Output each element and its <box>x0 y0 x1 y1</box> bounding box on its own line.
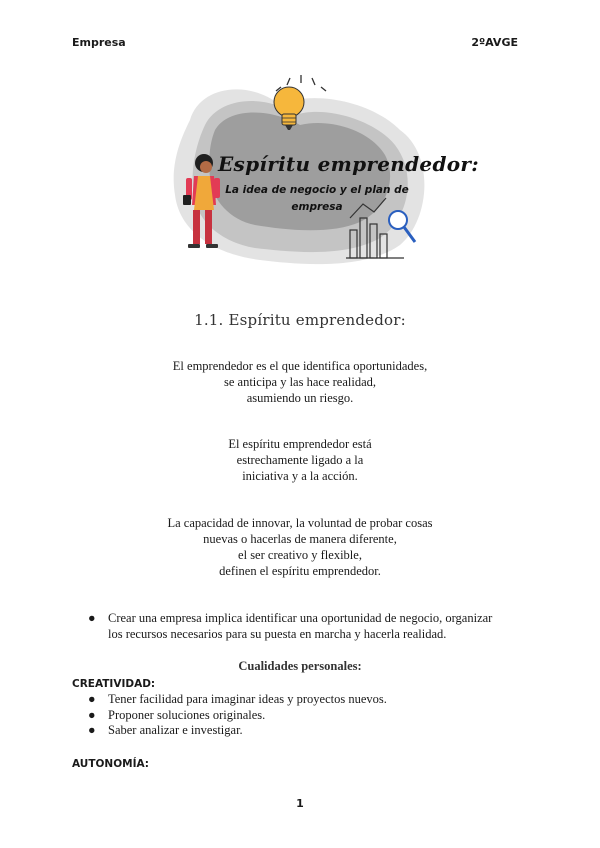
paragraph-line: El espíritu emprendedor está <box>228 437 372 451</box>
creativity-list <box>88 692 538 739</box>
qualities-heading: Cualidades personales: <box>238 659 362 673</box>
paragraph-line: nuevas o hacerlas de manera diferente, <box>203 532 397 546</box>
paragraph-entrepreneur-definition <box>0 358 600 406</box>
section-title: 1.1. Espíritu emprendedor: <box>194 311 406 329</box>
list-item <box>88 723 538 739</box>
banner-subtitle-line: empresa <box>291 201 343 213</box>
list-item-text: Proponer soluciones originales. <box>108 707 266 722</box>
paragraph-line: El emprendedor es el que identifica oportunidades, <box>172 359 428 373</box>
paragraph-line: iniciativa y a la acción. <box>242 469 358 483</box>
banner-subtitle <box>208 182 426 216</box>
paragraph-innovation <box>0 515 600 579</box>
paragraph-line: se anticipa y las hace realidad, <box>223 375 376 389</box>
list-item-text: Saber analizar e investigar. <box>108 723 243 737</box>
bullet-line: los recursos necesarios para su puesta en marcha y hacerla realidad. <box>108 626 447 641</box>
list-item <box>88 692 538 708</box>
autonomy-label: AUTONOMÍA: <box>72 758 150 770</box>
page-number: 1 <box>296 797 304 810</box>
bullet-icon: ● <box>88 611 96 625</box>
main-bullet <box>88 611 538 642</box>
creativity-label: CREATIVIDAD: <box>72 678 156 690</box>
paragraph-line: el ser creativo y flexible, <box>238 548 362 562</box>
banner-title: Espíritu emprendedor: <box>218 152 479 176</box>
bullet-line: Crear una empresa implica identificar una oportunidad de negocio, organizar <box>108 611 493 625</box>
header-subject: Empresa <box>72 36 126 49</box>
paragraph-initiative <box>0 436 600 484</box>
paragraph-line: estrechamente ligado a la <box>236 453 364 467</box>
list-item <box>88 611 538 642</box>
paragraph-line: definen el espíritu emprendedor. <box>219 564 381 578</box>
bullet-icon: ● <box>88 723 96 737</box>
banner-subtitle-line: La idea de negocio y el plan de <box>225 184 409 196</box>
list-item <box>88 708 538 724</box>
bullet-icon: ● <box>88 692 96 706</box>
paragraph-line: La capacidad de innovar, la voluntad de probar cosas <box>167 516 433 530</box>
header-course: 2ºAVGE <box>471 36 518 49</box>
list-item-text: Tener facilidad para imaginar ideas y proyectos nuevos. <box>108 692 387 706</box>
paragraph-line: asumiendo un riesgo. <box>246 391 354 405</box>
bullet-icon: ● <box>88 707 96 722</box>
